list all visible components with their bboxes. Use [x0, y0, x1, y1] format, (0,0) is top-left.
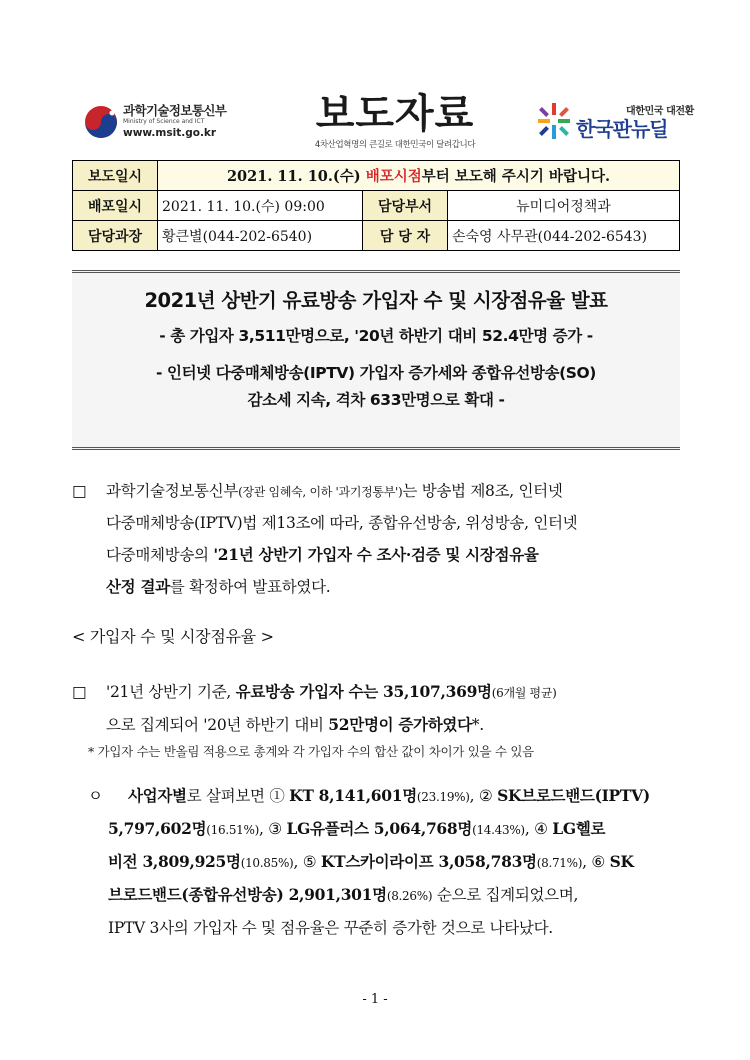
op-sk: SK	[609, 852, 634, 871]
intro-paren: (장관 임혜숙, 이하 '과기정통부')	[238, 485, 403, 499]
subheadline-2b: 감소세 지속, 격차 633만명으로 확대 -	[247, 391, 505, 409]
op-lgu-pct: (14.43%)	[472, 823, 525, 837]
intro-text-4b: 를 확정하여 발표하였다.	[169, 578, 331, 596]
distribution-value: 2021. 11. 10.(수) 09:00	[158, 191, 363, 221]
operator-line-5: IPTV 3사의 가입자 수 및 점유율은 꾸준히 증가한 것으로 나타났다.	[108, 919, 553, 937]
subscriber-text-d: 으로 집계되어 '20년 하반기 대비	[106, 716, 329, 734]
distribution-label: 배포일시	[73, 191, 158, 221]
new-deal-tagline: 대한민국 대전환	[626, 105, 694, 117]
op-kt: KT 8,141,601명	[289, 786, 417, 805]
document-type-title: 보도자료	[315, 91, 475, 137]
op-sep-4: , ⑤	[293, 853, 321, 871]
page-number: - 1 -	[362, 992, 388, 1007]
op-lgu: LG유플러스 5,064,768명	[286, 819, 473, 838]
intro-text-1: 는 방송법 제8조, 인터넷	[402, 482, 563, 500]
intro-text-4a: 산정 결과	[106, 577, 170, 596]
op-kts: KT스카이라이프 3,058,783명	[320, 852, 537, 871]
press-release-header	[0, 0, 750, 160]
subscriber-paragraph	[72, 676, 682, 763]
new-deal-burst-icon	[536, 101, 572, 141]
op-lgh2: 비전 3,809,925명	[108, 852, 241, 871]
ministry-url: www.msit.go.kr	[123, 127, 217, 139]
intro-line-1	[72, 476, 682, 508]
op-sep-1: , ②	[469, 787, 498, 805]
release-info-table	[72, 160, 680, 251]
subscriber-increase: 52만명이 증가하였다	[328, 715, 472, 734]
op-lgh: LG헬로	[552, 819, 606, 838]
op-skb: SK브로드밴드(IPTV)	[497, 786, 650, 805]
operator-line-1	[88, 780, 680, 813]
intro-line-2: 다중매체방송(IPTV)법 제13조에 따라, 종합유선방송, 위성방송, 인터넷	[106, 514, 578, 532]
footnote: * 가입자 수는 반올림 적용으로 총계와 각 가입자 수의 합산 값이 차이가 있을 수 있음	[88, 744, 534, 759]
op-sep-2: , ③	[259, 820, 287, 838]
release-value	[158, 161, 680, 191]
department-label: 담당부서	[363, 191, 448, 221]
op-text-4: 순으로 집계되었으며,	[432, 886, 579, 904]
intro-paragraph	[72, 476, 682, 603]
intro-line-4	[72, 571, 682, 603]
distribution-row	[73, 191, 680, 221]
intro-text-3a: 다중매체방송의	[106, 546, 214, 564]
release-row	[73, 161, 680, 191]
op-sep-3: , ④	[524, 820, 553, 838]
release-suffix: 부터 보도해 주시기 바랍니다.	[421, 168, 611, 185]
department-value: 뉴미디어정책과	[448, 191, 680, 221]
ministry-name-en: Ministry of Science and ICT	[123, 118, 205, 125]
operator-line-2	[88, 813, 680, 846]
op-kt-pct: (23.19%)	[416, 790, 470, 804]
intro-ministry: 과학기술정보통신부	[106, 482, 239, 500]
new-deal-name: 한국판뉴딜	[576, 116, 668, 141]
manager-label: 담당과장	[73, 221, 158, 251]
subscriber-line-1	[72, 676, 682, 709]
operator-line-4	[88, 879, 680, 912]
op-sk-pct: (8.26%)	[386, 889, 433, 903]
release-label: 보도일시	[73, 161, 158, 191]
subscriber-total: 유료방송 가입자 수는 35,107,369명	[235, 682, 492, 701]
operator-paragraph	[88, 780, 680, 944]
op-sk2: 브로드밴드(종합유선방송) 2,901,301명	[108, 885, 387, 904]
release-date: 2021. 11. 10.(수)	[226, 168, 366, 185]
op-sep-5: , ⑥	[582, 853, 610, 871]
section-heading: < 가입자 수 및 시장점유율 >	[72, 627, 274, 646]
subheadline-2a: - 인터넷 다중매체방송(IPTV) 가입자 증가세와 종합유선방송(SO)	[156, 364, 596, 382]
circle-bullet: ㅇ	[88, 787, 103, 805]
op-skb-val: 5,797,602명	[108, 819, 207, 838]
op-lgh-pct: (10.85%)	[240, 856, 294, 870]
subscriber-line-2	[72, 709, 682, 741]
square-bullet: □	[72, 482, 87, 500]
op-skb-pct: (16.51%)	[206, 823, 259, 837]
ministry-name-ko: 과학기술정보통신부	[123, 103, 227, 118]
contact-row	[73, 221, 680, 251]
ministry-logo-block	[84, 103, 226, 140]
taegeuk-logo-icon	[84, 105, 118, 139]
slogan: 4차산업혁명의 큰길로 대한민국이 달려갑니다	[314, 140, 476, 150]
headline-box	[72, 270, 680, 450]
square-bullet-2: □	[72, 683, 87, 701]
release-highlight: 배포시점	[365, 168, 422, 185]
op-by-operator: 사업자별	[128, 786, 187, 805]
operator-line-3	[88, 846, 680, 879]
intro-text-3b: '21년 상반기 가입자 수 조사·검증 및 시장점유율	[213, 545, 539, 564]
intro-line-3	[72, 539, 682, 571]
subheadline-1: - 총 가입자 3,511만명으로, '20년 하반기 대비 52.4만명 증가 -	[159, 327, 593, 345]
manager-value: 황큰별(044-202-6540)	[158, 221, 363, 251]
subscriber-text-a: '21년 상반기 기준,	[106, 683, 236, 701]
op-kts-pct: (8.71%)	[536, 856, 583, 870]
korean-new-deal-logo	[536, 101, 694, 141]
headline: 2021년 상반기 유료방송 가입자 수 및 시장점유율 발표	[144, 289, 608, 312]
officer-value: 손숙영 사무관(044-202-6543)	[448, 221, 680, 251]
subscriber-paren: (6개월 평균)	[491, 686, 557, 700]
subscriber-footnote-mark: *.	[471, 716, 484, 734]
officer-label: 담 당 자	[363, 221, 448, 251]
op-text-1b: 로 살펴보면 ①	[186, 787, 290, 805]
